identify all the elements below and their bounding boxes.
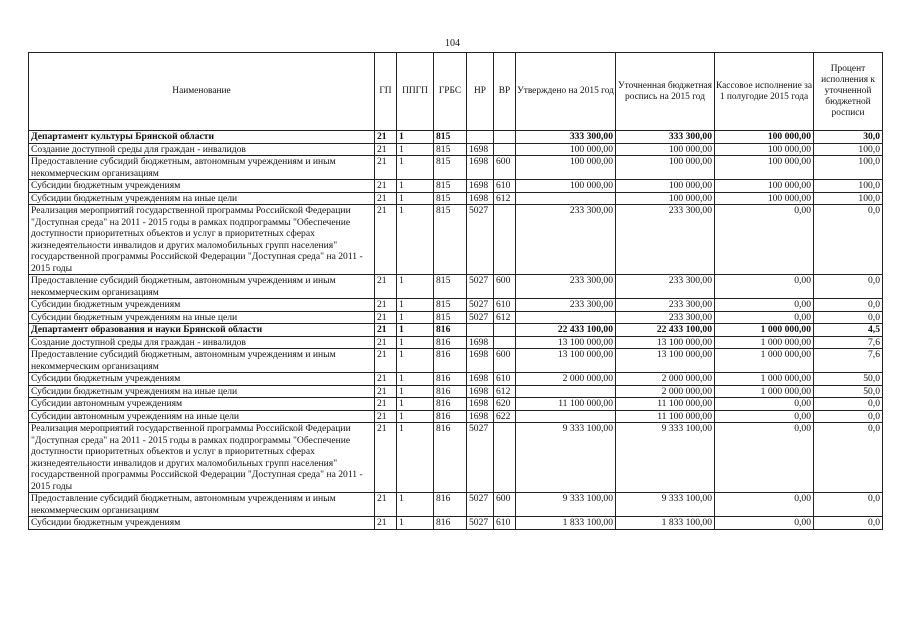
cell-ppgp: 1 bbox=[397, 373, 434, 386]
cell-ppgp: 1 bbox=[397, 156, 434, 180]
table-row bbox=[29, 192, 883, 205]
header-percent: Процент исполнения к уточненной бюджетной росписи bbox=[814, 53, 883, 131]
cell-percent: 30,0 bbox=[814, 131, 883, 144]
cell-refined: 11 100 000,00 bbox=[616, 398, 715, 411]
cell-nr: 5027 bbox=[467, 423, 494, 493]
cell-name: Субсидии бюджетным учреждениям bbox=[29, 299, 375, 312]
cell-nr: 5027 bbox=[467, 205, 494, 275]
cell-vr: 610 bbox=[494, 517, 516, 530]
cell-ppgp: 1 bbox=[397, 324, 434, 337]
table-row bbox=[29, 156, 883, 180]
cell-vr bbox=[494, 336, 516, 349]
cell-grbs: 816 bbox=[434, 423, 467, 493]
header-nr: НР bbox=[467, 53, 494, 131]
cell-cash: 0,00 bbox=[715, 517, 814, 530]
cell-approved bbox=[516, 311, 616, 324]
cell-cash: 1 000 000,00 bbox=[715, 385, 814, 398]
cell-percent: 7,6 bbox=[814, 336, 883, 349]
cell-ppgp: 1 bbox=[397, 398, 434, 411]
cell-gp: 21 bbox=[375, 143, 397, 156]
cell-vr: 610 bbox=[494, 299, 516, 312]
header-vr: ВР bbox=[494, 53, 516, 131]
cell-gp: 21 bbox=[375, 299, 397, 312]
cell-grbs: 815 bbox=[434, 156, 467, 180]
table-header-row bbox=[29, 53, 883, 131]
cell-vr bbox=[494, 423, 516, 493]
cell-percent: 0,0 bbox=[814, 423, 883, 493]
cell-nr: 1698 bbox=[467, 336, 494, 349]
cell-percent: 100,0 bbox=[814, 180, 883, 193]
cell-refined: 13 100 000,00 bbox=[616, 349, 715, 373]
cell-name: Субсидии бюджетным учреждениям bbox=[29, 517, 375, 530]
cell-cash: 0,00 bbox=[715, 205, 814, 275]
cell-percent: 0,0 bbox=[814, 275, 883, 299]
page-number: 104 bbox=[445, 38, 460, 49]
table-row bbox=[29, 493, 883, 517]
table-row bbox=[29, 299, 883, 312]
cell-refined: 11 100 000,00 bbox=[616, 410, 715, 423]
cell-vr: 600 bbox=[494, 275, 516, 299]
cell-gp: 21 bbox=[375, 385, 397, 398]
cell-approved: 22 433 100,00 bbox=[516, 324, 616, 337]
cell-grbs: 816 bbox=[434, 336, 467, 349]
cell-nr: 5027 bbox=[467, 299, 494, 312]
cell-nr: 5027 bbox=[467, 493, 494, 517]
cell-refined: 233 300,00 bbox=[616, 275, 715, 299]
cell-grbs: 816 bbox=[434, 410, 467, 423]
cell-name: Субсидии бюджетным учреждениям bbox=[29, 373, 375, 386]
cell-ppgp: 1 bbox=[397, 517, 434, 530]
cell-percent: 50,0 bbox=[814, 373, 883, 386]
cell-refined: 233 300,00 bbox=[616, 311, 715, 324]
cell-refined: 100 000,00 bbox=[616, 180, 715, 193]
table-row bbox=[29, 385, 883, 398]
cell-approved bbox=[516, 410, 616, 423]
cell-grbs: 816 bbox=[434, 398, 467, 411]
cell-percent: 0,0 bbox=[814, 299, 883, 312]
cell-cash: 0,00 bbox=[715, 311, 814, 324]
cell-vr bbox=[494, 205, 516, 275]
cell-name: Департамент культуры Брянской области bbox=[29, 131, 375, 144]
cell-approved: 100 000,00 bbox=[516, 156, 616, 180]
cell-percent: 0,0 bbox=[814, 311, 883, 324]
cell-cash: 1 000 000,00 bbox=[715, 324, 814, 337]
cell-vr bbox=[494, 324, 516, 337]
cell-vr: 600 bbox=[494, 493, 516, 517]
table-row bbox=[29, 180, 883, 193]
cell-refined: 100 000,00 bbox=[616, 156, 715, 180]
cell-name: Создание доступной среды для граждан - инвалидов bbox=[29, 143, 375, 156]
cell-nr: 1698 bbox=[467, 410, 494, 423]
header-ppgp: ППГП bbox=[397, 53, 434, 131]
cell-vr bbox=[494, 143, 516, 156]
cell-cash: 1 000 000,00 bbox=[715, 349, 814, 373]
cell-gp: 21 bbox=[375, 410, 397, 423]
header-name: Наименование bbox=[29, 53, 375, 131]
cell-vr: 620 bbox=[494, 398, 516, 411]
department-row bbox=[29, 131, 883, 144]
cell-name: Реализация мероприятий государственной программы Российской Федерации "Доступная среда" на 2011 - 2015 годы в рамках подпрограммы "Обеспечение доступности приоритетных объектов и услуг в приоритетных сферах жизнедеятельности инвалидов и других маломобильных групп населения" государственной программы Российской Федерации "Доступная среда" на 2011 - 2015 годы bbox=[29, 423, 375, 493]
cell-cash: 0,00 bbox=[715, 423, 814, 493]
header-refined: Уточненная бюджетная роспись на 2015 год bbox=[616, 53, 715, 131]
cell-name: Создание доступной среды для граждан - инвалидов bbox=[29, 336, 375, 349]
cell-name: Предоставление субсидий бюджетным, автономным учреждениям и иным некоммерческим организациям bbox=[29, 349, 375, 373]
table-row bbox=[29, 336, 883, 349]
cell-vr: 600 bbox=[494, 156, 516, 180]
cell-grbs: 816 bbox=[434, 324, 467, 337]
cell-gp: 21 bbox=[375, 423, 397, 493]
table-row bbox=[29, 373, 883, 386]
cell-gp: 21 bbox=[375, 311, 397, 324]
cell-vr bbox=[494, 131, 516, 144]
cell-cash: 100 000,00 bbox=[715, 156, 814, 180]
cell-grbs: 815 bbox=[434, 299, 467, 312]
table-body bbox=[29, 131, 883, 530]
table-row bbox=[29, 143, 883, 156]
cell-percent: 0,0 bbox=[814, 205, 883, 275]
cell-cash: 100 000,00 bbox=[715, 143, 814, 156]
cell-nr: 1698 bbox=[467, 385, 494, 398]
cell-refined: 233 300,00 bbox=[616, 299, 715, 312]
cell-name: Субсидии бюджетным учреждениям на иные цели bbox=[29, 192, 375, 205]
cell-grbs: 816 bbox=[434, 517, 467, 530]
cell-approved bbox=[516, 385, 616, 398]
cell-vr: 622 bbox=[494, 410, 516, 423]
cell-ppgp: 1 bbox=[397, 205, 434, 275]
cell-refined: 233 300,00 bbox=[616, 205, 715, 275]
table-row bbox=[29, 205, 883, 275]
cell-nr: 1698 bbox=[467, 156, 494, 180]
cell-approved: 233 300,00 bbox=[516, 275, 616, 299]
cell-ppgp: 1 bbox=[397, 349, 434, 373]
cell-percent: 0,0 bbox=[814, 493, 883, 517]
cell-nr: 1698 bbox=[467, 180, 494, 193]
header-gp: ГП bbox=[375, 53, 397, 131]
cell-ppgp: 1 bbox=[397, 410, 434, 423]
cell-nr: 5027 bbox=[467, 517, 494, 530]
cell-nr: 1698 bbox=[467, 373, 494, 386]
table-row bbox=[29, 410, 883, 423]
cell-grbs: 816 bbox=[434, 373, 467, 386]
cell-gp: 21 bbox=[375, 324, 397, 337]
cell-percent: 0,0 bbox=[814, 398, 883, 411]
cell-approved: 233 300,00 bbox=[516, 299, 616, 312]
cell-refined: 100 000,00 bbox=[616, 192, 715, 205]
cell-grbs: 815 bbox=[434, 192, 467, 205]
cell-percent: 4,5 bbox=[814, 324, 883, 337]
cell-name: Департамент образования и науки Брянской области bbox=[29, 324, 375, 337]
cell-gp: 21 bbox=[375, 349, 397, 373]
cell-refined: 100 000,00 bbox=[616, 143, 715, 156]
cell-approved: 11 100 000,00 bbox=[516, 398, 616, 411]
cell-percent: 7,6 bbox=[814, 349, 883, 373]
cell-cash: 0,00 bbox=[715, 493, 814, 517]
cell-grbs: 815 bbox=[434, 143, 467, 156]
cell-vr: 610 bbox=[494, 373, 516, 386]
cell-name: Предоставление субсидий бюджетным, автономным учреждениям и иным некоммерческим организациям bbox=[29, 156, 375, 180]
cell-percent: 50,0 bbox=[814, 385, 883, 398]
cell-ppgp: 1 bbox=[397, 131, 434, 144]
cell-name: Субсидии бюджетным учреждениям на иные цели bbox=[29, 311, 375, 324]
cell-nr: 5027 bbox=[467, 311, 494, 324]
cell-cash: 0,00 bbox=[715, 410, 814, 423]
cell-vr: 612 bbox=[494, 192, 516, 205]
cell-ppgp: 1 bbox=[397, 275, 434, 299]
cell-grbs: 815 bbox=[434, 180, 467, 193]
cell-percent: 100,0 bbox=[814, 156, 883, 180]
cell-ppgp: 1 bbox=[397, 423, 434, 493]
cell-refined: 2 000 000,00 bbox=[616, 373, 715, 386]
cell-gp: 21 bbox=[375, 275, 397, 299]
cell-ppgp: 1 bbox=[397, 299, 434, 312]
cell-cash: 0,00 bbox=[715, 398, 814, 411]
cell-percent: 0,0 bbox=[814, 517, 883, 530]
cell-gp: 21 bbox=[375, 131, 397, 144]
cell-cash: 0,00 bbox=[715, 275, 814, 299]
cell-approved: 13 100 000,00 bbox=[516, 349, 616, 373]
cell-approved: 1 833 100,00 bbox=[516, 517, 616, 530]
cell-cash: 100 000,00 bbox=[715, 180, 814, 193]
cell-cash: 1 000 000,00 bbox=[715, 373, 814, 386]
cell-vr: 612 bbox=[494, 385, 516, 398]
cell-gp: 21 bbox=[375, 398, 397, 411]
cell-approved bbox=[516, 192, 616, 205]
cell-gp: 21 bbox=[375, 192, 397, 205]
header-cash: Кассовое исполнение за 1 полугодие 2015 года bbox=[715, 53, 814, 131]
cell-vr: 610 bbox=[494, 180, 516, 193]
cell-approved: 100 000,00 bbox=[516, 143, 616, 156]
cell-cash: 0,00 bbox=[715, 299, 814, 312]
cell-grbs: 816 bbox=[434, 385, 467, 398]
cell-ppgp: 1 bbox=[397, 192, 434, 205]
cell-approved: 333 300,00 bbox=[516, 131, 616, 144]
cell-name: Предоставление субсидий бюджетным, автономным учреждениям и иным некоммерческим организациям bbox=[29, 493, 375, 517]
cell-gp: 21 bbox=[375, 180, 397, 193]
cell-vr: 600 bbox=[494, 349, 516, 373]
cell-refined: 1 833 100,00 bbox=[616, 517, 715, 530]
cell-refined: 22 433 100,00 bbox=[616, 324, 715, 337]
cell-refined: 13 100 000,00 bbox=[616, 336, 715, 349]
cell-refined: 333 300,00 bbox=[616, 131, 715, 144]
cell-name: Субсидии автономным учреждениям на иные цели bbox=[29, 410, 375, 423]
table-row bbox=[29, 275, 883, 299]
cell-grbs: 815 bbox=[434, 205, 467, 275]
table-row bbox=[29, 311, 883, 324]
cell-approved: 13 100 000,00 bbox=[516, 336, 616, 349]
header-approved: Утверждено на 2015 год bbox=[516, 53, 616, 131]
cell-refined: 9 333 100,00 bbox=[616, 423, 715, 493]
cell-nr: 5027 bbox=[467, 275, 494, 299]
table-row bbox=[29, 349, 883, 373]
cell-nr bbox=[467, 131, 494, 144]
cell-percent: 0,0 bbox=[814, 410, 883, 423]
cell-refined: 2 000 000,00 bbox=[616, 385, 715, 398]
cell-cash: 1 000 000,00 bbox=[715, 336, 814, 349]
cell-name: Реализация мероприятий государственной программы Российской Федерации "Доступная среда" на 2011 - 2015 годы в рамках подпрограммы "Обеспечение доступности приоритетных объектов и услуг в приоритетных сферах жизнедеятельности инвалидов и других маломобильных групп населения" государственной программы Российской Федерации "Доступная среда" на 2011 - 2015 годы bbox=[29, 205, 375, 275]
budget-table bbox=[28, 52, 883, 530]
cell-nr: 1698 bbox=[467, 192, 494, 205]
cell-gp: 21 bbox=[375, 336, 397, 349]
cell-nr: 1698 bbox=[467, 398, 494, 411]
cell-name: Субсидии автономным учреждениям bbox=[29, 398, 375, 411]
cell-ppgp: 1 bbox=[397, 311, 434, 324]
cell-approved: 233 300,00 bbox=[516, 205, 616, 275]
cell-ppgp: 1 bbox=[397, 180, 434, 193]
cell-grbs: 815 bbox=[434, 311, 467, 324]
cell-nr bbox=[467, 324, 494, 337]
cell-grbs: 816 bbox=[434, 349, 467, 373]
cell-gp: 21 bbox=[375, 517, 397, 530]
cell-nr: 1698 bbox=[467, 349, 494, 373]
header-grbs: ГРБС bbox=[434, 53, 467, 131]
cell-approved: 100 000,00 bbox=[516, 180, 616, 193]
cell-ppgp: 1 bbox=[397, 336, 434, 349]
cell-grbs: 815 bbox=[434, 275, 467, 299]
cell-ppgp: 1 bbox=[397, 143, 434, 156]
table-row bbox=[29, 517, 883, 530]
cell-vr: 612 bbox=[494, 311, 516, 324]
table-row bbox=[29, 423, 883, 493]
department-row bbox=[29, 324, 883, 337]
cell-percent: 100,0 bbox=[814, 192, 883, 205]
cell-nr: 1698 bbox=[467, 143, 494, 156]
cell-approved: 9 333 100,00 bbox=[516, 493, 616, 517]
cell-name: Субсидии бюджетным учреждениям bbox=[29, 180, 375, 193]
cell-approved: 2 000 000,00 bbox=[516, 373, 616, 386]
cell-ppgp: 1 bbox=[397, 493, 434, 517]
cell-gp: 21 bbox=[375, 156, 397, 180]
cell-refined: 9 333 100,00 bbox=[616, 493, 715, 517]
cell-gp: 21 bbox=[375, 373, 397, 386]
cell-approved: 9 333 100,00 bbox=[516, 423, 616, 493]
cell-ppgp: 1 bbox=[397, 385, 434, 398]
cell-name: Предоставление субсидий бюджетным, автономным учреждениям и иным некоммерческим организациям bbox=[29, 275, 375, 299]
cell-cash: 100 000,00 bbox=[715, 192, 814, 205]
cell-gp: 21 bbox=[375, 205, 397, 275]
table-row bbox=[29, 398, 883, 411]
cell-name: Субсидии бюджетным учреждениям на иные цели bbox=[29, 385, 375, 398]
cell-grbs: 816 bbox=[434, 493, 467, 517]
cell-gp: 21 bbox=[375, 493, 397, 517]
cell-percent: 100,0 bbox=[814, 143, 883, 156]
cell-grbs: 815 bbox=[434, 131, 467, 144]
cell-cash: 100 000,00 bbox=[715, 131, 814, 144]
